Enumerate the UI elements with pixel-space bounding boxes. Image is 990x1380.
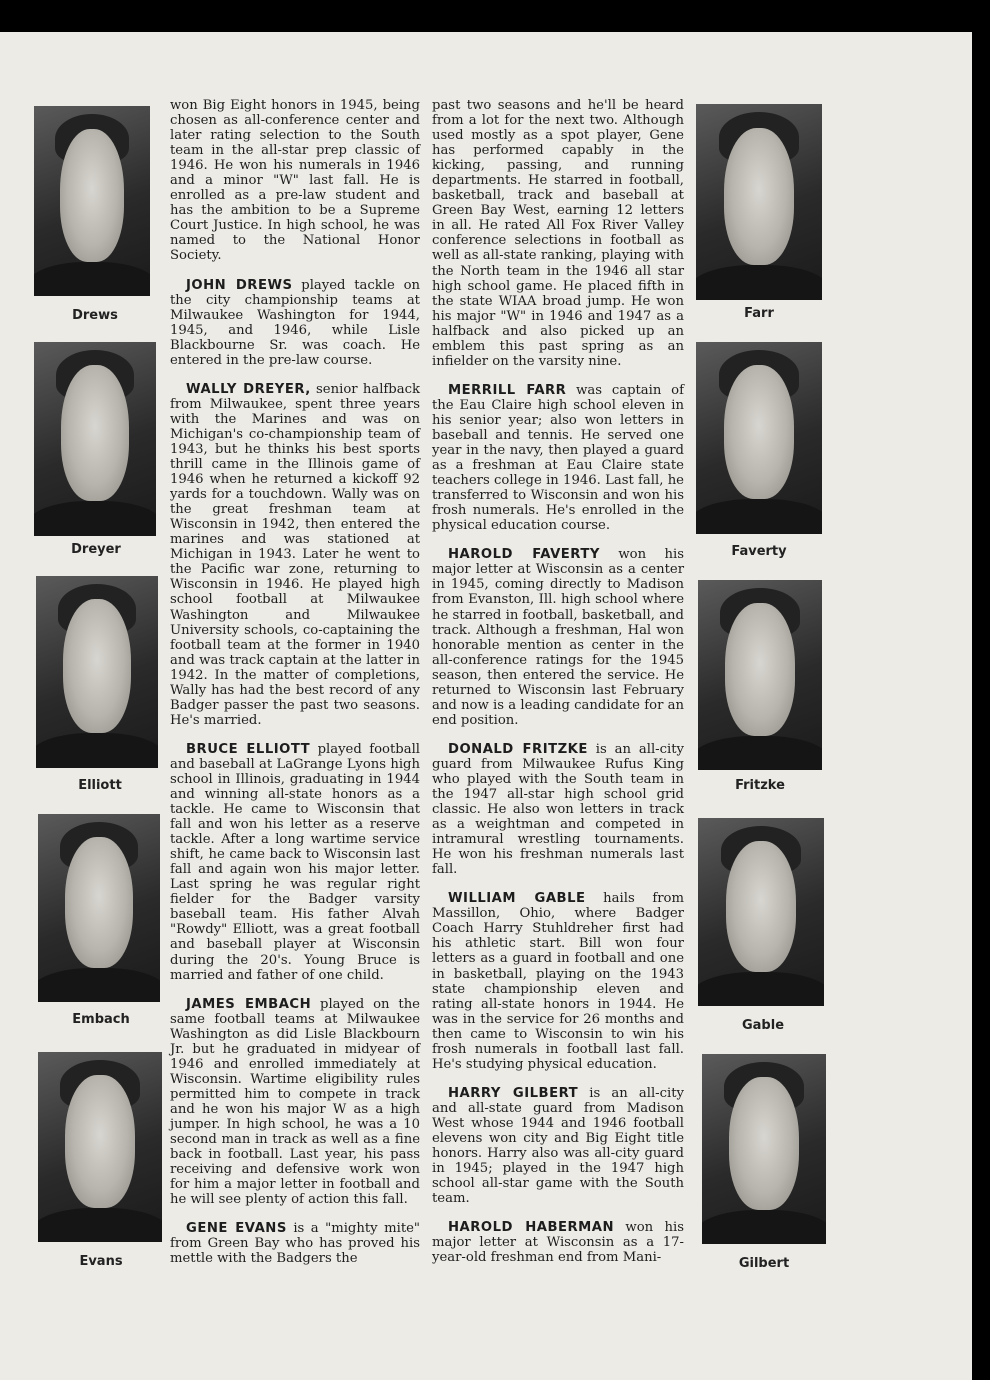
bio-paragraph	[432, 742, 684, 877]
photo-caption: Drews	[72, 308, 118, 323]
portrait-photo	[34, 106, 150, 296]
bio-text: won his major letter at Wisconsin as a 17-year-old freshman end from Mani-	[432, 1220, 684, 1266]
bio-paragraph	[432, 383, 684, 533]
player-name: HARRY GILBERT	[448, 1085, 579, 1101]
photo-caption: Gable	[741, 1018, 785, 1033]
portrait-photo	[36, 576, 158, 768]
bio-text: is an all-city guard from Milwaukee Rufus King who played with the South team in the 1947 all-star high school grid classic. He also won letters in track as a weightman and competed in intramural wrestling tournaments. He won his freshman numerals last fall.	[432, 741, 684, 878]
portrait-photo	[696, 104, 822, 300]
bio-text: played on the same football teams at Milwaukee Washington as did Lisle Blackbourn Jr. but he graduated in midyear of 1946 and enrolled immediately at Wisconsin. Wartime eligibility rules permitted him to compete in track and he won his major W as a high jumper. In high school, he was a 10 second man in track as well as a fine back in football. Last year, his pass receiving and defensive work won for him a major letter in football and he will see plenty of action this fall.	[170, 996, 420, 1208]
bio-paragraph	[432, 891, 684, 1072]
bio-paragraph	[170, 1221, 420, 1266]
photo-caption: Faverty	[731, 544, 787, 559]
text-column-right	[432, 98, 684, 1279]
player-name: WILLIAM GABLE	[448, 891, 586, 907]
portrait-photo	[38, 814, 160, 1002]
player-name: JOHN DREWS	[186, 277, 293, 293]
player-name: WALLY DREYER,	[186, 381, 311, 397]
photo-caption: Farr	[744, 306, 774, 321]
photo-caption: Fritzke	[735, 778, 785, 793]
player-name: JAMES EMBACH	[186, 996, 312, 1012]
portrait-photo	[698, 818, 824, 1006]
page	[0, 32, 972, 1380]
paragraph: past two seasons and he'll be heard from a lot for the next two. Although used mostly as a spot player, Gene has performed capably in the kicking, passing, and running departments. He starred in football, basketball, track and baseball at Green Bay West, earning 12 letters in all. He rated All Fox River Valley conference selections in football as well as all-state ranking, playing with the North team in the 1946 all star high school game. He placed fifth in the state WIAA broad jump. He won his major "W" in 1946 and 1947 as a halfback and also picked up an emblem this past spring as an infielder on the varsity nine.	[432, 98, 684, 369]
paragraph: won Big Eight honors in 1945, being chosen as all-conference center and later rating selection to the South team in the all-star prep classic of 1946. He won his numerals in 1946 and a minor "W" last fall. He is enrolled as a pre-law student and has the ambition to be a Supreme Court Justice. In high school, he was named to the National Honor Society.	[170, 98, 420, 264]
bio-paragraph	[432, 547, 684, 728]
player-name: HAROLD FAVERTY	[448, 547, 600, 563]
bio-paragraph	[432, 1220, 684, 1265]
bio-paragraph	[432, 1086, 684, 1206]
bio-paragraph	[170, 278, 420, 368]
portrait-photo	[696, 342, 822, 534]
bio-text: is a "mighty mite" from Green Bay who has proved his mettle with the Badgers the	[170, 1221, 420, 1267]
photo-caption: Gilbert	[738, 1256, 790, 1271]
photo-caption: Elliott	[78, 778, 122, 793]
player-name: DONALD FRITZKE	[448, 741, 588, 757]
portrait-photo	[34, 342, 156, 536]
bio-text: played football and baseball at LaGrange Lyons high school in Illinois, graduating in 1944 and winning all-state honors as a tackle. He came to Wisconsin that fall and won his letter as a reserve tackle. After a long wartime service shift, he came back to Wisconsin last fall and again won his major letter. Last spring he was regular right fielder for the Badger varsity baseball team. His father Alvah "Rowdy" Elliott, was a great football and baseball player at Wisconsin during the 20's. Young Bruce is married and father of one child.	[170, 741, 421, 983]
bio-text: played tackle on the city championship teams at Milwaukee Washington for 1944, 1945, and 1946, while Lisle Blackbourne Sr. was coach. He entered in the pre-law course.	[170, 277, 421, 368]
bio-text: won his major letter at Wisconsin as a center in 1945, coming directly to Madison from Evanston, Ill. high school where he starred in football, basketball, and track. Although a freshman, Hal won honorable mention as center in the all-conference ratings for the 1945 season, then entered the service. He returned to Wisconsin last February and now is a leading candidate for an end position.	[432, 547, 684, 728]
bio-paragraph	[170, 742, 420, 983]
player-name: GENE EVANS	[186, 1221, 287, 1237]
text-column-left	[170, 98, 420, 1280]
portrait-photo	[698, 580, 822, 770]
bio-paragraph	[170, 382, 420, 728]
bio-text: hails from Massillon, Ohio, where Badger Coach Harry Stuhldreher first had his athletic start. Bill won four letters as a guard in football and one in basketball, playing on the 1943 state championship eleven and rating all-state honors in 1944. He was in the service for 26 months and then came to Wisconsin to win his frosh numerals in football last fall. He's studying physical education.	[432, 891, 684, 1072]
photo-caption: Embach	[72, 1012, 130, 1027]
player-name: HAROLD HABERMAN	[448, 1220, 615, 1236]
bio-text: is an all-city and all-state guard from Madison West whose 1944 and 1946 football elevens won city and Big Eight title honors. Harry also was all-city guard in 1945; played in the 1947 high school all-star game with the South team.	[432, 1085, 684, 1207]
player-name: MERRILL FARR	[448, 382, 567, 398]
photo-caption: Dreyer	[71, 542, 121, 557]
bio-paragraph	[170, 997, 420, 1208]
portrait-photo	[38, 1052, 162, 1242]
portrait-photo	[702, 1054, 826, 1244]
photo-caption: Evans	[79, 1254, 123, 1269]
player-name: BRUCE ELLIOTT	[186, 741, 311, 757]
bio-text: senior halfback from Milwaukee, spent three years with the Marines and was on Michigan's co-championship team of 1943, but he thinks his best sports thrill came in the Illinois game of 1946 when he returned a kickoff 92 yards for a touchdown. Wally was on the great freshman team at Wisconsin in 1942, then entered the marines and was stationed at Michigan in 1943. Later he went to the Pacific war zone, returning to Wisconsin in 1946. He played high school football at Milwaukee Washington and Milwaukee University schools, co-captaining the football team at the former in 1940 and was track captain at the latter in 1942. In the matter of completions, Wally has had the best record of any Badger passer the past two seasons. He's married.	[170, 381, 420, 728]
bio-text: was captain of the Eau Claire high school eleven in his senior year; also won letters in baseball and tennis. He served one year in the navy, then played a guard as a freshman at Eau Claire state teachers college in 1946. Last fall, he transferred to Wisconsin and won his frosh numerals. He's enrolled in the physical education course.	[432, 382, 684, 534]
